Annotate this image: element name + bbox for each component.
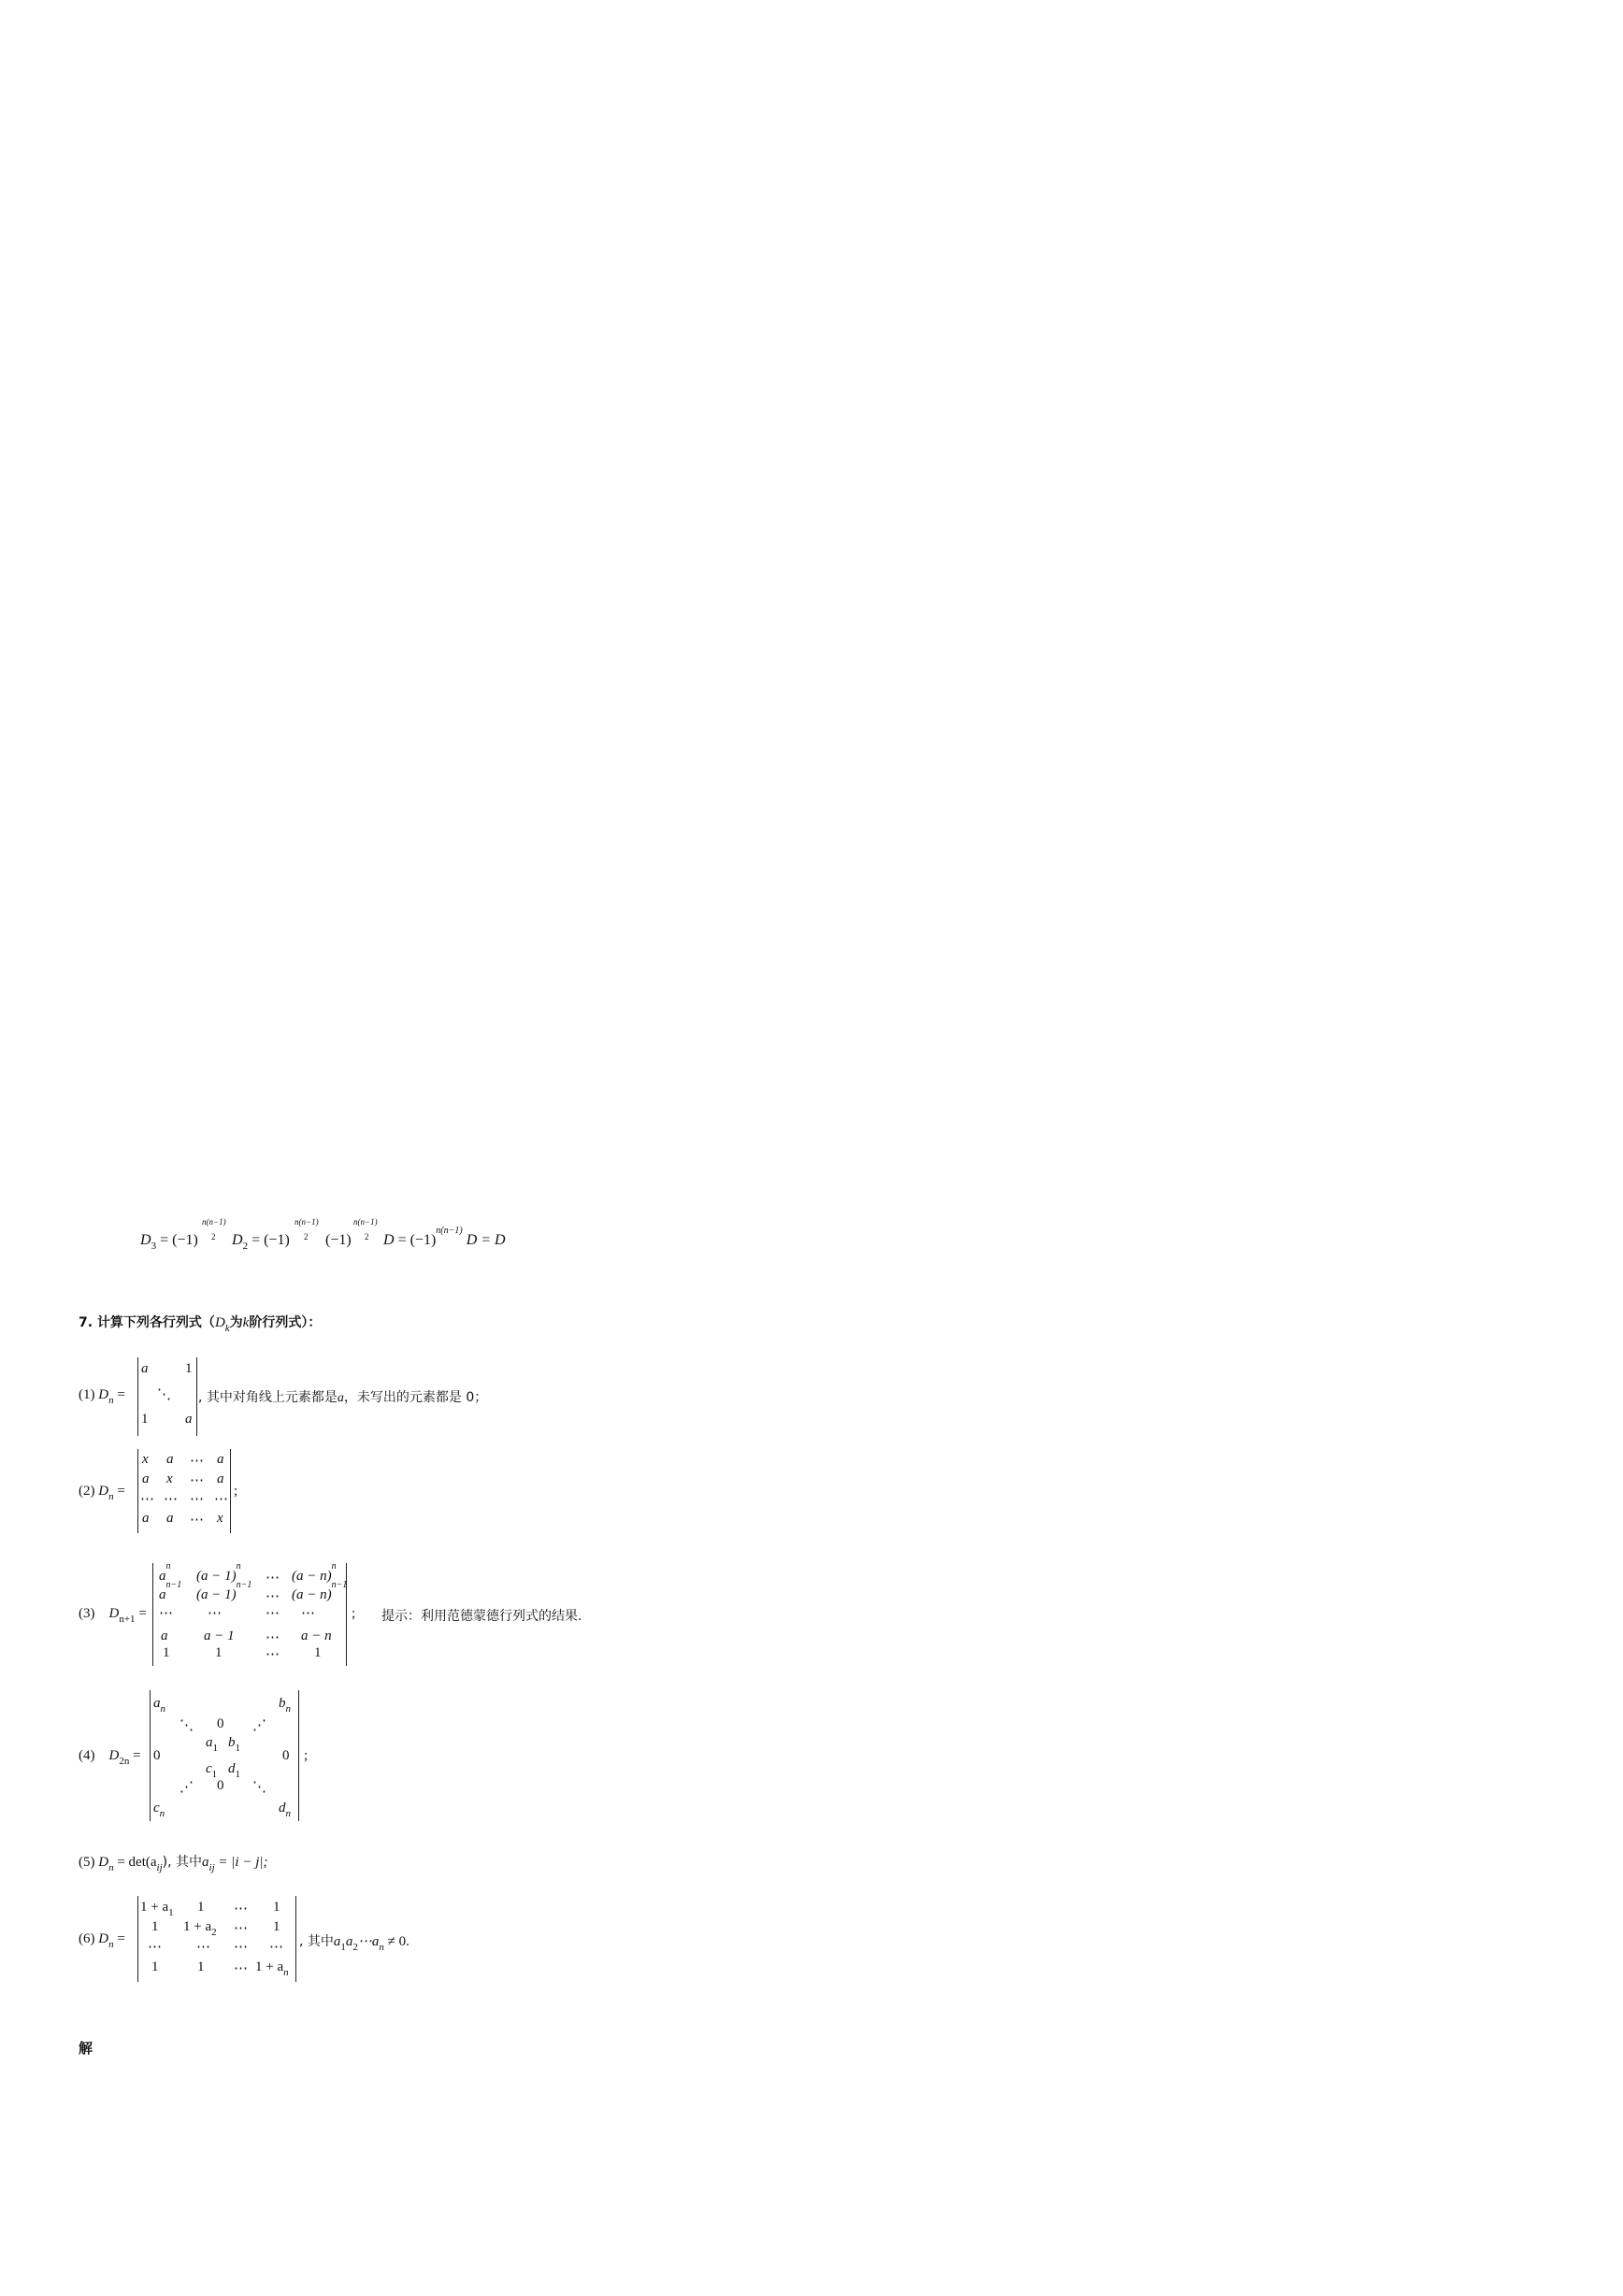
item5-det-sub: ij	[156, 1862, 163, 1873]
item6-qizhong: , 其中	[299, 1934, 334, 1949]
item3-r1c3: ⋯	[266, 1571, 280, 1586]
item2-r4c1: a	[142, 1511, 150, 1526]
item3-tail: ;	[352, 1606, 356, 1621]
item4-determinant	[150, 1690, 299, 1821]
item2-r4c3: ⋯	[190, 1513, 204, 1528]
item4-lhs: D	[108, 1748, 120, 1763]
item4-tail: ;	[304, 1748, 309, 1763]
top-eq-exp3-num: n(n−1)	[353, 1217, 378, 1227]
item4-zero1: 0	[217, 1716, 224, 1731]
item4-adots2: ⋰	[180, 1780, 194, 1795]
top-eq-tail: D = D	[466, 1232, 506, 1248]
item3-r2c3: ⋯	[266, 1589, 280, 1604]
item4-cn: $c_n$	[153, 1801, 165, 1819]
item2-tail: ;	[234, 1484, 238, 1499]
item1-lhs-sub: n	[108, 1395, 114, 1406]
top-equation	[140, 1232, 198, 1252]
item6-r3c5: ⋯	[269, 1940, 283, 1955]
problem-title-end: 阶行列式）：	[249, 1315, 322, 1330]
item2-lhs-sub: n	[108, 1491, 114, 1502]
item5-qizhong: ), 其中	[162, 1855, 203, 1870]
item3-eq: =	[138, 1606, 147, 1621]
item4-dn: $d_n$	[279, 1801, 291, 1819]
item2-r2c4: a	[217, 1471, 224, 1486]
item6-condition	[299, 1931, 409, 1953]
top-eq-exp4: n(n−1)	[436, 1226, 463, 1236]
item3-r3c1: ⋯	[159, 1606, 173, 1621]
item2-r1c2: a	[166, 1452, 174, 1467]
item1-cell-1top: 1	[185, 1361, 193, 1376]
item4-right0: 0	[282, 1748, 290, 1763]
item6-r4c5: $1 + a_n$	[255, 1959, 289, 1978]
problem-title	[79, 1313, 322, 1334]
item3-r5c2: 1	[215, 1645, 223, 1660]
item3-r2c4: $(a - n)^{n-1}$	[292, 1580, 348, 1602]
top-eq-equals3: =	[397, 1232, 407, 1248]
top-eq-mid	[232, 1232, 290, 1252]
item4-adots1: ⋰	[252, 1718, 266, 1733]
item1-cell-1bottom: 1	[141, 1412, 149, 1427]
problem-title-k: k	[224, 1323, 230, 1334]
item3-r2c2: $(a - 1)^{n-1}$	[196, 1580, 252, 1602]
item6-r2c5: 1	[273, 1919, 280, 1934]
item1-description	[198, 1387, 487, 1406]
item6-r1c4: ⋯	[234, 1901, 248, 1916]
solution-label: 解	[79, 2040, 93, 2057]
item5-tail: = |i − j|;	[214, 1855, 268, 1870]
item4-a1: $a_1$	[206, 1735, 218, 1754]
item1-cell-a1: a	[141, 1361, 149, 1376]
item3-r1c1: $a^n$	[159, 1561, 171, 1584]
item6-lhs: D	[98, 1931, 109, 1946]
item3-r5c1: 1	[163, 1645, 170, 1660]
item6-neq: ≠ 0.	[383, 1934, 409, 1949]
item6-a1-sub: 1	[340, 1942, 346, 1953]
item6-r4c4: ⋯	[234, 1961, 248, 1976]
item6-r3c1: ⋯	[148, 1940, 162, 1955]
item3-r5c4: 1	[314, 1645, 322, 1660]
item4-an: $a_n$	[153, 1696, 165, 1715]
item4-left0: 0	[153, 1748, 161, 1763]
item2-r2c3: ⋯	[190, 1473, 204, 1488]
item1-label-group	[79, 1387, 125, 1406]
item6-r1c5: 1	[273, 1900, 280, 1915]
top-eq-equals2: =	[251, 1232, 261, 1248]
item5-a-sub: ij	[208, 1862, 215, 1873]
item2-lhs: D	[98, 1484, 109, 1499]
item1-desc1: , 其中对角线上元素都是	[198, 1390, 338, 1405]
item4-zero2: 0	[217, 1778, 224, 1793]
item6-an-sub: n	[379, 1942, 384, 1953]
item3-r4c3: ⋯	[266, 1630, 280, 1645]
item2-r3c1: ⋯	[140, 1492, 154, 1507]
problem-title-k2: k	[242, 1315, 250, 1330]
item3-r3c4: ⋯	[301, 1606, 315, 1621]
item6-r3c4: ⋯	[234, 1940, 248, 1955]
item1-desc2: ，未写出的元素都是 0；	[343, 1390, 488, 1405]
top-eq-neg1c: (−1)	[325, 1232, 352, 1248]
item2-r1c4: a	[217, 1452, 224, 1467]
item2-r2c1: a	[142, 1471, 150, 1486]
item2-r1c3: ⋯	[190, 1454, 204, 1469]
top-eq-exp2-num: n(n−1)	[294, 1217, 319, 1227]
item3-r5c3: ⋯	[266, 1647, 280, 1662]
item3-lhs: D	[108, 1606, 120, 1621]
item6-r2c4: ⋯	[234, 1921, 248, 1936]
top-eq-neg1: (−1)	[172, 1232, 198, 1248]
item4-bn: $b_n$	[279, 1696, 291, 1715]
item6-eq: =	[117, 1931, 125, 1946]
top-eq-D3: D	[140, 1232, 151, 1248]
item5-D-sub: n	[108, 1862, 114, 1873]
top-eq-neg1b: (−1)	[264, 1232, 290, 1248]
item4-lhs-sub: 2n	[119, 1756, 130, 1767]
top-eq-third	[325, 1232, 352, 1249]
top-eq-sub2: 2	[242, 1241, 249, 1252]
item5-a: a	[202, 1855, 209, 1870]
item3-hint: 提示：利用范德蒙德行列式的结果.	[381, 1609, 582, 1624]
top-eq-exp3-den: 2	[365, 1232, 369, 1241]
item5-D: D	[98, 1855, 109, 1870]
item2-r3c4: ⋯	[214, 1492, 228, 1507]
item2-label-group	[79, 1484, 125, 1500]
item4-dots1: ⋱	[180, 1718, 194, 1733]
item4-b1: $b_1$	[228, 1735, 240, 1754]
item2-r1c1: x	[142, 1452, 149, 1467]
item3-r3c3: ⋯	[266, 1606, 280, 1621]
item3-r3c2: ⋯	[208, 1606, 222, 1621]
top-eq-equals: =	[160, 1232, 169, 1248]
item6-a2-sub: 2	[352, 1942, 358, 1953]
item6-r2c2: $1 + a_2$	[183, 1919, 217, 1938]
item3-r2c1: $a^{n-1}$	[159, 1580, 182, 1602]
top-eq-sub3: 3	[151, 1241, 157, 1252]
item3-r4c4: a − n	[301, 1629, 332, 1643]
item5-label: (5)	[79, 1855, 95, 1870]
item4-c1: $c_1$	[206, 1761, 218, 1780]
top-eq-exp1-num: n(n−1)	[202, 1217, 226, 1227]
item6-r2c1: 1	[151, 1919, 159, 1934]
item6-a1: a	[333, 1934, 341, 1949]
item6-r1c2: 1	[197, 1900, 205, 1915]
item4-dots2: ⋱	[252, 1780, 266, 1795]
item3-r4c2: a − 1	[204, 1629, 235, 1643]
item1-eq: =	[117, 1387, 125, 1402]
item3-label: (3)	[79, 1606, 95, 1621]
item6-r1c1: $1 + a_1$	[140, 1900, 174, 1918]
item2-r3c2: ⋯	[164, 1492, 178, 1507]
item2-r3c3: ⋯	[190, 1492, 204, 1507]
item1-lhs: D	[98, 1387, 109, 1402]
item2-eq: =	[117, 1484, 125, 1499]
top-eq-end	[383, 1226, 506, 1249]
item1-cell-a2: a	[185, 1412, 193, 1427]
item4-eq: =	[133, 1748, 141, 1763]
item6-a2: a	[345, 1934, 353, 1949]
item3-r1c4: $(a - n)^n$	[292, 1561, 337, 1584]
item4-label-group	[79, 1748, 141, 1767]
top-eq-D2: D	[232, 1232, 243, 1248]
item6-r4c2: 1	[197, 1959, 205, 1974]
item5-line	[79, 1852, 267, 1871]
item2-r2c2: x	[166, 1471, 173, 1486]
item1-desc-a: a	[337, 1391, 344, 1405]
item1-cell-dots: ⋱	[157, 1387, 171, 1402]
item6-r3c2: ⋯	[196, 1940, 210, 1955]
item3-lhs-sub: n+1	[119, 1614, 136, 1625]
item5-det: = det(a	[113, 1855, 157, 1870]
item3-r4c1: a	[161, 1629, 168, 1643]
item2-r4c2: a	[166, 1511, 174, 1526]
item1-label: (1)	[79, 1387, 95, 1402]
problem-title-D: D	[214, 1315, 225, 1330]
item2-label: (2)	[79, 1484, 95, 1499]
item6-label-group	[79, 1931, 125, 1950]
item3-label-group	[79, 1606, 147, 1625]
top-eq-neg1d: (−1)	[409, 1232, 437, 1248]
item6-r4c1: 1	[151, 1959, 159, 1974]
item3-r1c2: $(a - 1)^n$	[196, 1561, 241, 1584]
item2-r4c4: x	[217, 1511, 223, 1526]
problem-title-mid: 为	[229, 1315, 243, 1330]
problem-title-text: 7. 计算下列各行列式（	[79, 1315, 215, 1330]
item4-d1: $d_1$	[228, 1761, 240, 1780]
item6-label: (6)	[79, 1931, 95, 1946]
item6-an: ⋯a	[357, 1934, 380, 1949]
top-eq-D: D	[383, 1232, 395, 1248]
item4-label: (4)	[79, 1748, 95, 1763]
top-eq-exp2-den: 2	[304, 1232, 309, 1241]
top-eq-exp1-den: 2	[211, 1232, 216, 1241]
item6-lhs-sub: n	[108, 1939, 114, 1950]
